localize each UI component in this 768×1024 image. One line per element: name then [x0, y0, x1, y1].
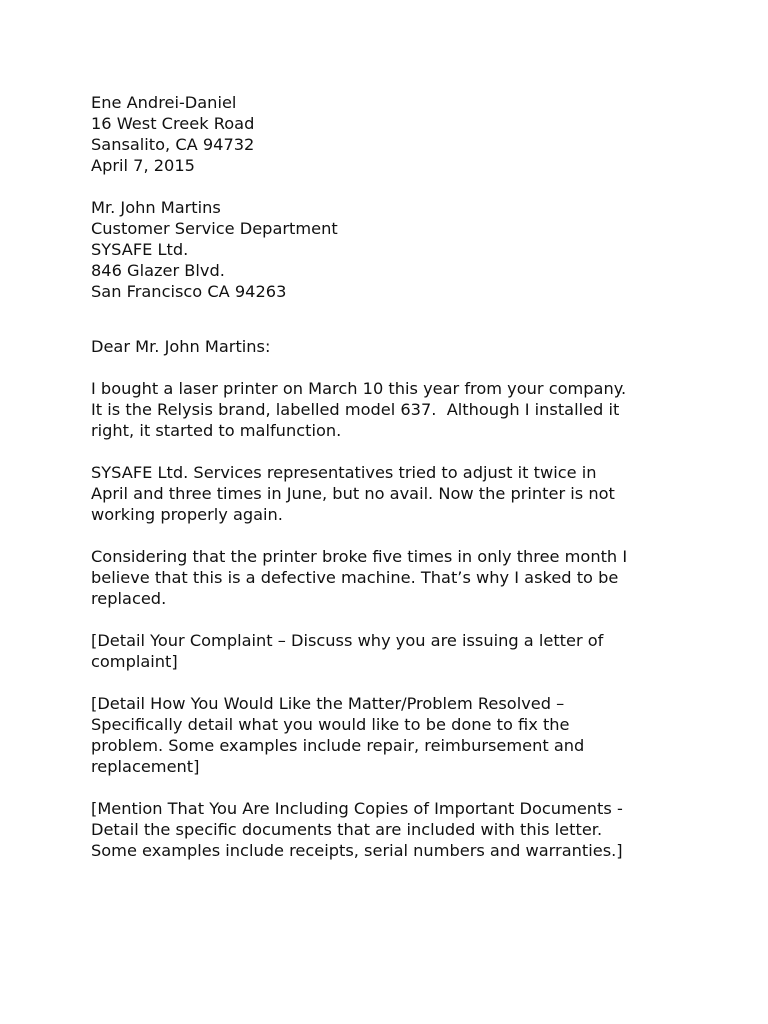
paragraph-line: [Detail How You Would Like the Matter/Problem Resolved – [91, 694, 565, 713]
sender-address [91, 92, 731, 176]
recipient-company: SYSAFE Ltd. [91, 240, 189, 259]
letter-date: April 7, 2015 [91, 156, 195, 175]
spacer [91, 441, 731, 462]
paragraph-line: Considering that the printer broke five times in only three month I [91, 547, 628, 566]
spacer [91, 672, 731, 693]
paragraph-line: I bought a laser printer on March 10 this year from your company. [91, 379, 627, 398]
paragraph-2 [91, 462, 731, 525]
paragraph-3 [91, 546, 731, 609]
paragraph-4 [91, 630, 731, 672]
paragraph-line: [Mention That You Are Including Copies of Important Documents - [91, 799, 623, 818]
sender-street: 16 West Creek Road [91, 114, 255, 133]
spacer [91, 777, 731, 798]
salutation [91, 336, 731, 357]
paragraph-line: problem. Some examples include repair, reimbursement and [91, 736, 585, 755]
paragraph-line: complaint] [91, 652, 178, 671]
letter-body [91, 92, 731, 861]
spacer [91, 525, 731, 546]
paragraph-5 [91, 693, 731, 777]
salutation-text: Dear Mr. John Martins: [91, 337, 271, 356]
paragraph-1 [91, 378, 731, 441]
sender-city: Sansalito, CA 94732 [91, 135, 255, 154]
paragraph-line: replacement] [91, 757, 200, 776]
paragraph-line: Some examples include receipts, serial numbers and warranties.] [91, 841, 623, 860]
paragraph-line: Detail the specific documents that are included with this letter. [91, 820, 603, 839]
spacer [91, 609, 731, 630]
recipient-name: Mr. John Martins [91, 198, 221, 217]
paragraph-line: [Detail Your Complaint – Discuss why you are issuing a letter of [91, 631, 604, 650]
spacer [91, 357, 731, 378]
spacer [91, 302, 731, 336]
sender-name: Ene Andrei-Daniel [91, 93, 237, 112]
paragraph-line: April and three times in June, but no avail. Now the printer is not [91, 484, 615, 503]
paragraph-line: It is the Relysis brand, labelled model 637. Although I installed it [91, 400, 620, 419]
paragraph-line: SYSAFE Ltd. Services representatives tried to adjust it twice in [91, 463, 597, 482]
recipient-address [91, 197, 731, 302]
paragraph-line: replaced. [91, 589, 167, 608]
paragraph-line: working properly again. [91, 505, 283, 524]
paragraph-line: Specifically detail what you would like to be done to fix the [91, 715, 570, 734]
recipient-city: San Francisco CA 94263 [91, 282, 287, 301]
recipient-department: Customer Service Department [91, 219, 338, 238]
paragraph-6 [91, 798, 731, 861]
paragraph-line: believe that this is a defective machine. That’s why I asked to be [91, 568, 619, 587]
paragraph-line: right, it started to malfunction. [91, 421, 342, 440]
spacer [91, 176, 731, 197]
recipient-street: 846 Glazer Blvd. [91, 261, 225, 280]
